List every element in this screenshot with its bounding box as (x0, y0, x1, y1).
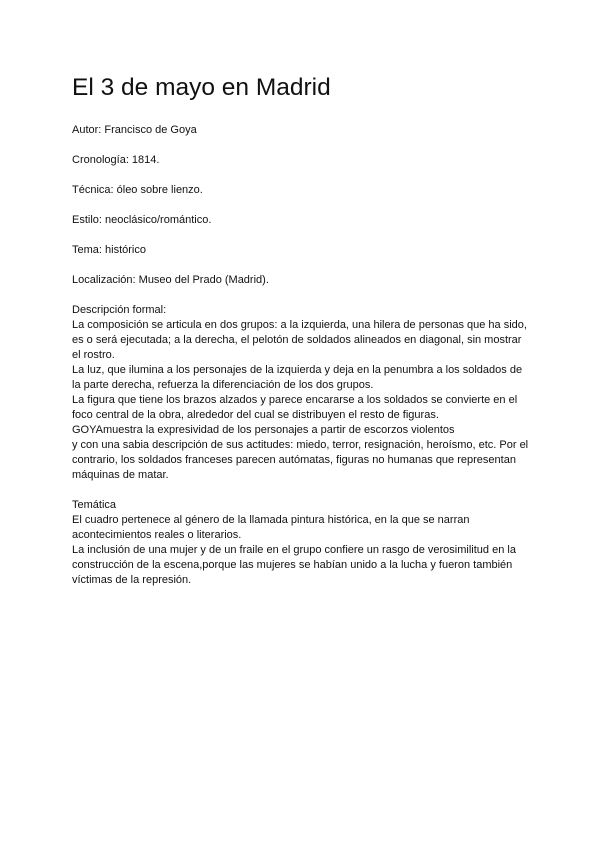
section-heading: Temática (72, 499, 117, 511)
field-localizacion: Localización: Museo del Prado (Madrid). (72, 274, 269, 286)
document-title: El 3 de mayo en Madrid (72, 74, 331, 101)
section-descripcion (72, 303, 532, 483)
field-tema: Tema: histórico (72, 244, 146, 256)
field-estilo: Estilo: neoclásico/romántico. (72, 214, 212, 226)
section-tematica (72, 498, 532, 588)
document-page (72, 72, 532, 603)
field-autor: Autor: Francisco de Goya (72, 124, 197, 136)
field-tecnica: Técnica: óleo sobre lienzo. (72, 184, 203, 196)
paragraph: El cuadro pertenece al género de la llamada pintura histórica, en la que se narran acontecimientos reales o literarios. (72, 514, 470, 541)
paragraph: GOYAmuestra la expresividad de los personajes a partir de escorzos violentos (72, 424, 455, 436)
section-heading: Descripción formal: (72, 304, 167, 316)
paragraph: La figura que tiene los brazos alzados y parece encararse a los soldados se convierte en el foco central de la obra, alrededor del cual se distribuyen el resto de figuras. (72, 394, 518, 421)
paragraph: La composición se articula en dos grupos: a la izquierda, una hilera de personas que ha sido, es o será ejecutada; a la derecha, el pelotón de soldados alineados en diagonal, sin mostrar el rostro. (72, 319, 527, 361)
paragraph: La luz, que ilumina a los personajes de la izquierda y deja en la penumbra a los soldados de la parte derecha, refuerza la diferenciación de los dos grupos. (72, 364, 523, 391)
paragraph: y con una sabia descripción de sus actitudes: miedo, terror, resignación, heroísmo, etc. Por el contrario, los soldados franceses parecen autómatas, figuras no humanas que representan máquinas de matar. (72, 439, 529, 481)
paragraph: La inclusión de una mujer y de un fraile en el grupo confiere un rasgo de verosimilitud en la construcción de la escena,porque las mujeres se habían unido a la lucha y fueron también víctimas de la represión. (72, 544, 516, 586)
field-cronologia: Cronología: 1814. (72, 154, 160, 166)
